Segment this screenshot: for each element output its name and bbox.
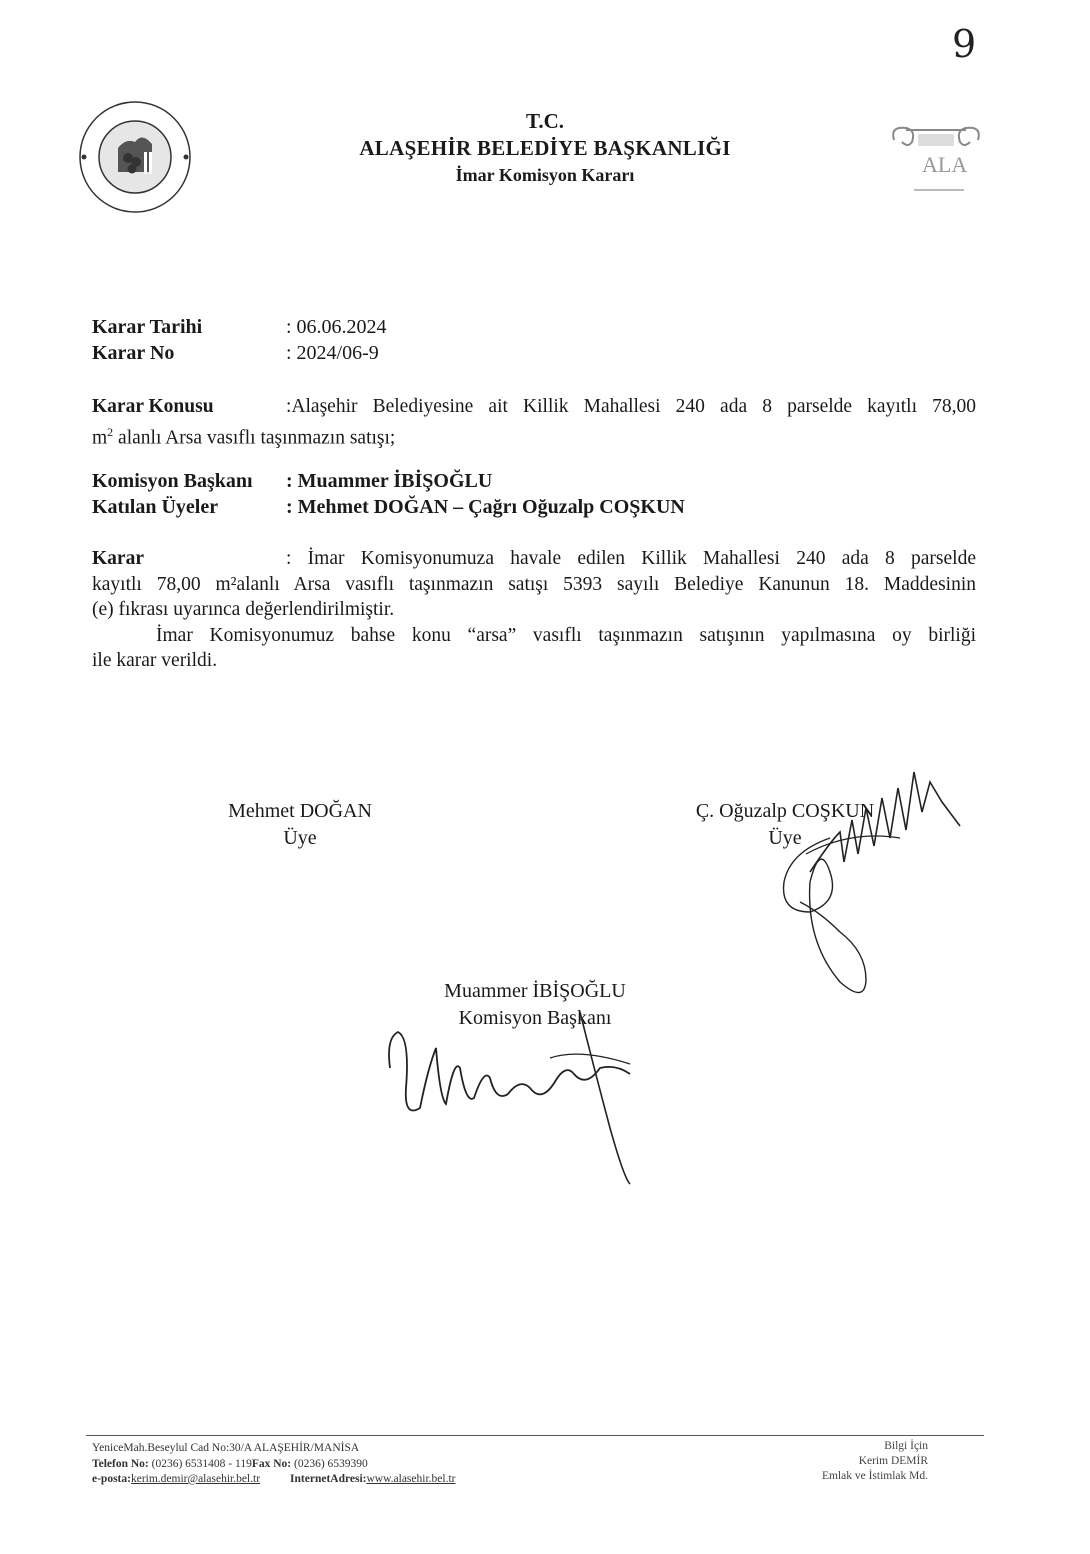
signatory-name: Ç. Oğuzalp COŞKUN <box>695 800 875 822</box>
decision-date-label: Karar Tarihi <box>92 316 203 338</box>
handwritten-signature-ibisoglu <box>380 1008 650 1190</box>
signatory-role: Komisyon Başkanı <box>458 1007 612 1029</box>
members-value: : Mehmet DOĞAN – Çağrı Oğuzalp COŞKUN <box>286 496 685 518</box>
header-institution: ALAŞEHİR BELEDİYE BAŞKANLIĞI <box>359 136 731 160</box>
decision-line-3: (e) fıkrası uyarınca değerlendirilmiştir. <box>92 599 395 620</box>
commission-chair-value: : Muammer İBİŞOĞLU <box>286 470 493 492</box>
members-label: Katılan Üyeler <box>92 496 219 518</box>
decision-date-value: : 06.06.2024 <box>286 316 387 338</box>
members-row <box>92 494 685 521</box>
signatory-role: Üye <box>283 827 317 849</box>
signatory-role: Üye <box>768 827 802 849</box>
decision-line-2: kayıtlı 78,00 m²alanlı Arsa vasıflı taşınmazın satışı 5393 sayılı Belediye Kanunun 18. Maddesinin <box>92 573 976 595</box>
subject-line-1: :Alaşehir Belediyesine ait Killik Mahallesi 240 ada 8 parselde kayıtlı 78,00 <box>286 396 976 417</box>
header-tc: T.C. <box>525 109 565 133</box>
info-department: Emlak ve İstimlak Md. <box>821 1470 928 1482</box>
commission-chair-row <box>92 468 492 495</box>
decision-no-row <box>92 340 379 367</box>
footer-phone-fax: Telefon No: (0236) 6531408 - 119Fax No: (0236) 6539390 <box>92 1457 368 1470</box>
commission-chair-label: Komisyon Başkanı <box>92 470 253 492</box>
email-link[interactable]: kerim.demir@alasehir.bel.tr <box>130 1473 261 1485</box>
footer-contact <box>92 1441 455 1488</box>
decision-no-label: Karar No <box>92 342 175 364</box>
handwritten-signature-coskun <box>770 742 970 1004</box>
decision-label: Karar <box>92 548 144 569</box>
decision-line-5: ile karar verildi. <box>92 650 218 671</box>
decision-no-value: : 2024/06-9 <box>286 342 379 364</box>
decision-subject <box>92 394 976 451</box>
document-header <box>0 108 1090 189</box>
website-link[interactable]: www.alasehir.bel.tr <box>366 1473 456 1485</box>
footer-divider <box>86 1435 984 1436</box>
ala-logo-text: ALA <box>922 152 968 177</box>
footer-info <box>770 1439 928 1484</box>
page-number: 9 <box>952 22 977 66</box>
signatory-name: Muammer İBİŞOĞLU <box>444 980 626 1002</box>
decision-date-row <box>92 314 387 341</box>
decision-line-1: : İmar Komisyonumuza havale edilen Killik Mahallesi 240 ada 8 parselde <box>286 548 976 569</box>
signature-member-1 <box>190 798 410 852</box>
info-label: Bilgi İçin <box>884 1440 928 1452</box>
header-document-type: İmar Komisyon Kararı <box>455 165 635 185</box>
footer-address: YeniceMah.Beseylul Cad No:30/A ALAŞEHİR/MANİSA <box>92 1442 360 1454</box>
footer-email-web: e-posta:kerim.demir@alasehir.bel.tr InternetAdresi:www.alasehir.bel.tr <box>92 1473 456 1485</box>
decision-body <box>92 546 976 674</box>
signatory-name: Mehmet DOĞAN <box>228 800 372 822</box>
info-name: Kerim DEMİR <box>858 1455 928 1467</box>
subject-label: Karar Konusu <box>92 396 214 417</box>
subject-line-2: $m^2$ alanlı Arsa vasıflı taşınmazın satışı; <box>92 424 396 448</box>
decision-line-4: İmar Komisyonumuz bahse konu “arsa” vasıflı taşınmazın satışının yapılmasına oy birliği <box>156 624 976 646</box>
